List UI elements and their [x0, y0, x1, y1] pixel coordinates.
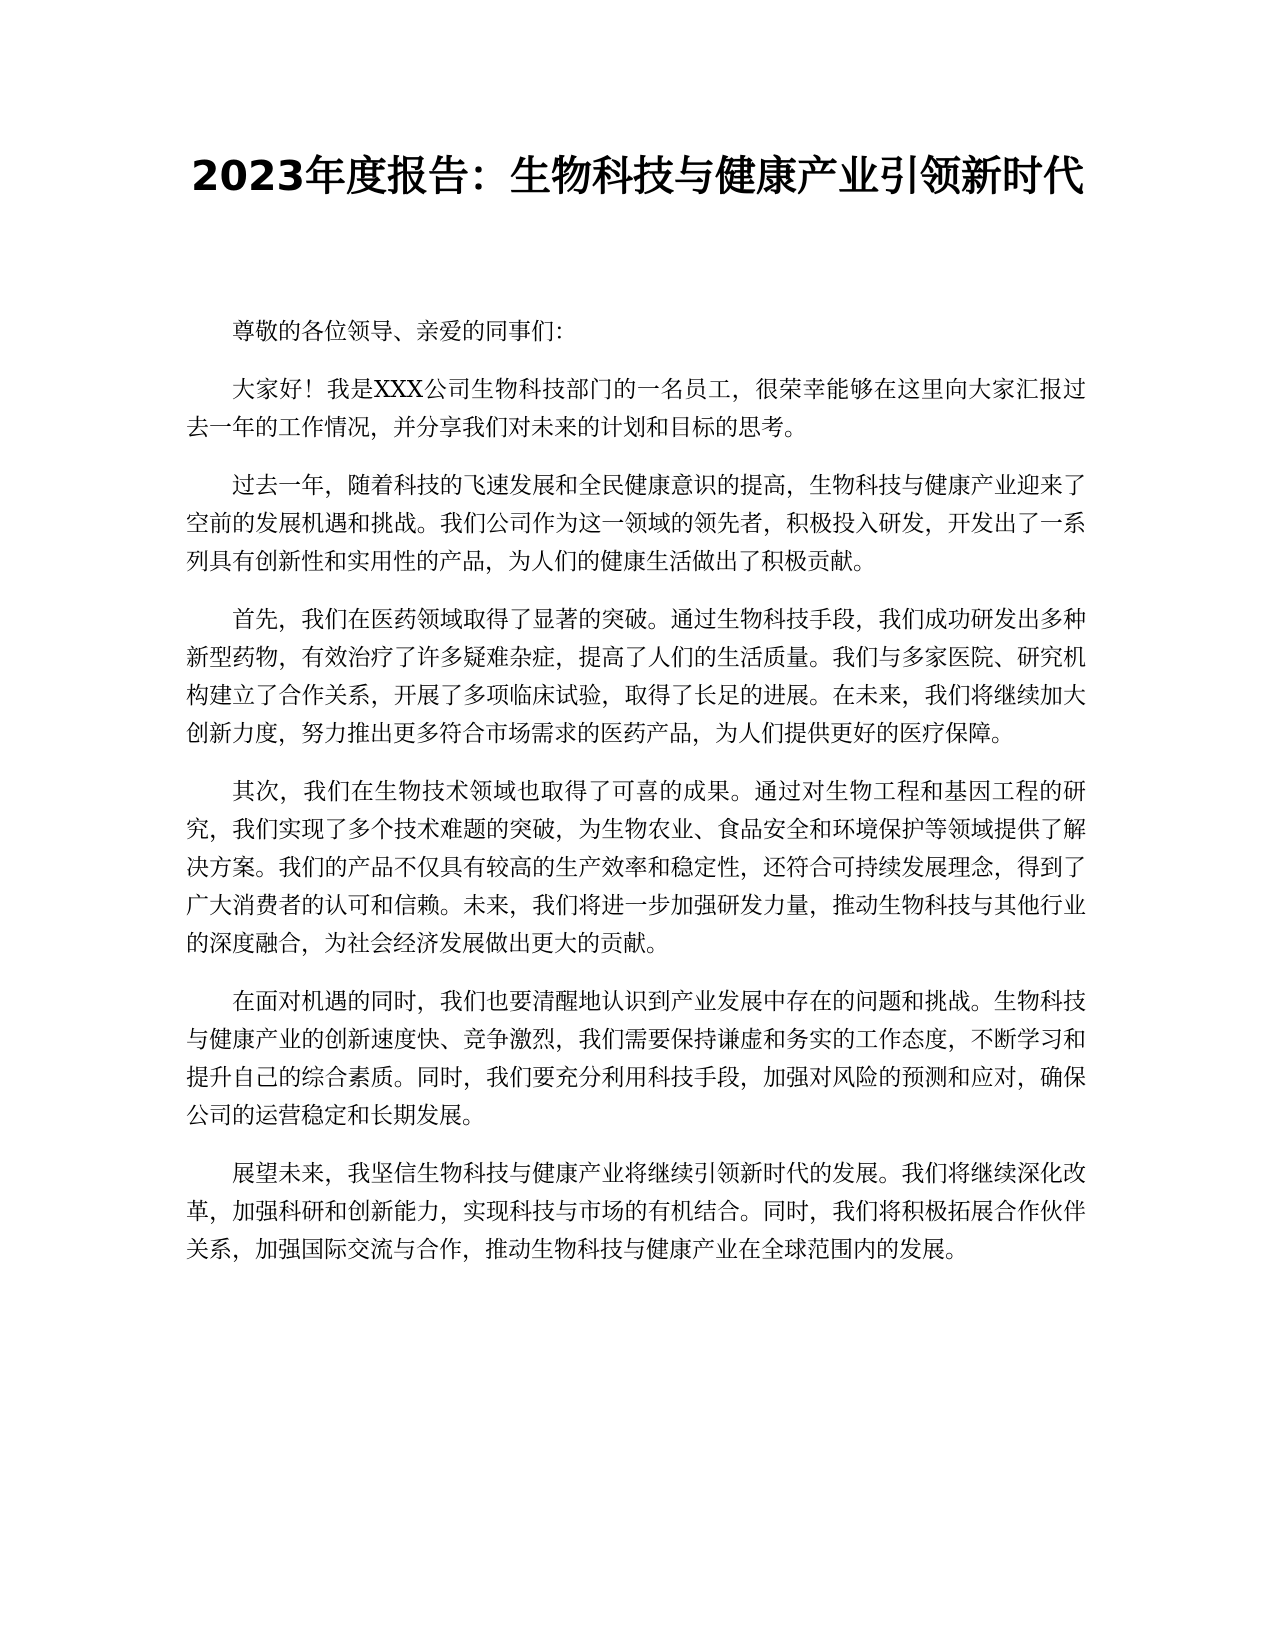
document-title: 2023年度报告：生物科技与健康产业引领新时代 [190, 152, 1085, 200]
document-body [186, 313, 1086, 1289]
body-paragraph: 过去一年，随着科技的飞速发展和全民健康意识的提高，生物科技与健康产业迎来了空前的发展机遇和挑战。我们公司作为这一领域的领先者，积极投入研发，开发出了一系列具有创新性和实用性的产品，为人们的健康生活做出了积极贡献。 [186, 473, 1086, 575]
salutation-paragraph: 尊敬的各位领导、亲爱的同事们： [232, 319, 577, 345]
body-paragraph: 大家好！我是XXX公司生物科技部门的一名员工，很荣幸能够在这里向大家汇报过去一年的工作情况，并分享我们对未来的计划和目标的思考。 [186, 377, 1086, 441]
body-paragraph: 其次，我们在生物技术领域也取得了可喜的成果。通过对生物工程和基因工程的研究，我们实现了多个技术难题的突破，为生物农业、食品安全和环境保护等领域提供了解决方案。我们的产品不仅具有较高的生产效率和稳定性，还符合可持续发展理念，得到了广大消费者的认可和信赖。未来，我们将进一步加强研发力量，推动生物科技与其他行业的深度融合，为社会经济发展做出更大的贡献。 [186, 779, 1086, 957]
body-paragraph: 首先，我们在医药领域取得了显著的突破。通过生物科技手段，我们成功研发出多种新型药物，有效治疗了许多疑难杂症，提高了人们的生活质量。我们与多家医院、研究机构建立了合作关系，开展了多项临床试验，取得了长足的进展。在未来，我们将继续加大创新力度，努力推出更多符合市场需求的医药产品，为人们提供更好的医疗保障。 [186, 607, 1086, 747]
body-paragraph: 在面对机遇的同时，我们也要清醒地认识到产业发展中存在的问题和挑战。生物科技与健康产业的创新速度快、竞争激烈，我们需要保持谦虚和务实的工作态度，不断学习和提升自己的综合素质。同时，我们要充分利用科技手段，加强对风险的预测和应对，确保公司的运营稳定和长期发展。 [186, 989, 1086, 1129]
body-paragraph: 展望未来，我坚信生物科技与健康产业将继续引领新时代的发展。我们将继续深化改革，加强科研和创新能力，实现科技与市场的有机结合。同时，我们将积极拓展合作伙伴关系，加强国际交流与合作，推动生物科技与健康产业在全球范围内的发展。 [186, 1161, 1086, 1263]
